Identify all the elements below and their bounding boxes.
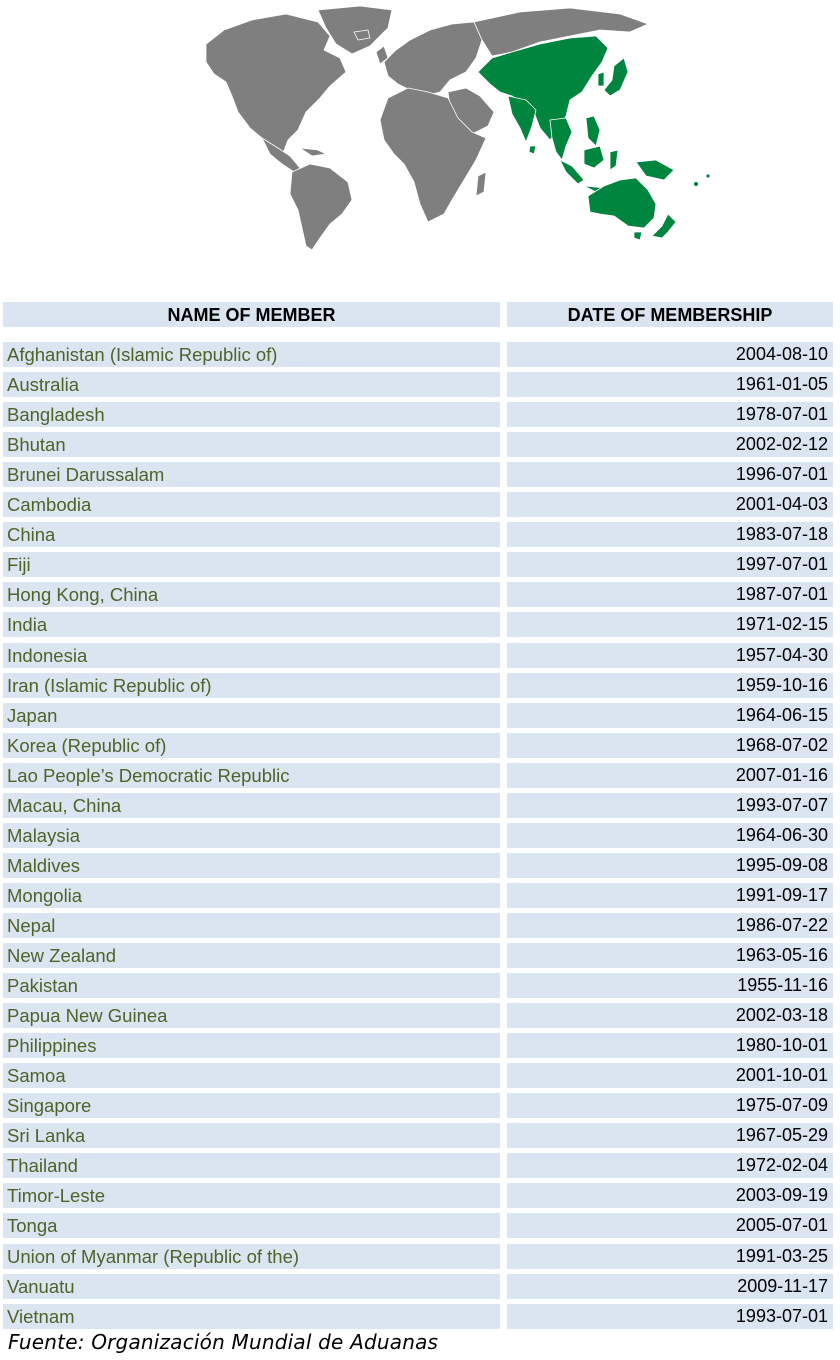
member-name: Singapore xyxy=(3,1093,500,1118)
table-row xyxy=(0,973,840,998)
member-name: New Zealand xyxy=(3,943,500,968)
madagascar-shape xyxy=(476,172,486,196)
member-name: Sri Lanka xyxy=(3,1123,500,1148)
membership-date: 1993-07-01 xyxy=(507,1304,833,1329)
table-row xyxy=(0,823,840,848)
member-name: Bhutan xyxy=(3,432,500,457)
table-header xyxy=(0,302,840,327)
membership-date: 1993-07-07 xyxy=(507,793,833,818)
member-name: Brunei Darussalam xyxy=(3,462,500,487)
membership-date: 2009-11-17 xyxy=(507,1274,833,1299)
table-row xyxy=(0,1123,840,1148)
member-name: China xyxy=(3,522,500,547)
table-row xyxy=(0,913,840,938)
table-row xyxy=(0,793,840,818)
membership-date: 1963-05-16 xyxy=(507,943,833,968)
member-name: Japan xyxy=(3,703,500,728)
member-name: Union of Myanmar (Republic of the) xyxy=(3,1244,500,1269)
borneo-shape xyxy=(584,146,604,168)
membership-date: 1959-10-16 xyxy=(507,673,833,698)
japan-shape xyxy=(604,58,628,96)
membership-date: 1961-01-05 xyxy=(507,372,833,397)
membership-date: 1991-09-17 xyxy=(507,883,833,908)
member-name: Indonesia xyxy=(3,643,500,668)
table-row xyxy=(0,1153,840,1178)
table-row xyxy=(0,522,840,547)
australia-shape xyxy=(588,178,656,228)
member-name: Cambodia xyxy=(3,492,500,517)
member-name: Vietnam xyxy=(3,1304,500,1329)
membership-date: 2002-02-12 xyxy=(507,432,833,457)
table-row xyxy=(0,1274,840,1299)
member-name: Samoa xyxy=(3,1063,500,1088)
header-date-of-membership: DATE OF MEMBERSHIP xyxy=(507,302,833,327)
se-asia-shape xyxy=(550,118,572,160)
membership-date: 1978-07-01 xyxy=(507,402,833,427)
table-row xyxy=(0,1244,840,1269)
table-row xyxy=(0,883,840,908)
table-row xyxy=(0,673,840,698)
table-row xyxy=(0,402,840,427)
member-name: Pakistan xyxy=(3,973,500,998)
table-row xyxy=(0,492,840,517)
europe-shape xyxy=(384,22,482,96)
fiji-shape xyxy=(694,182,699,187)
membership-date: 1968-07-02 xyxy=(507,733,833,758)
membership-date: 2002-03-18 xyxy=(507,1003,833,1028)
membership-date: 1972-02-04 xyxy=(507,1153,833,1178)
member-name: Afghanistan (Islamic Republic of) xyxy=(3,342,500,367)
membership-date: 2007-01-16 xyxy=(507,763,833,788)
membership-date: 2003-09-19 xyxy=(507,1183,833,1208)
samoa-shape xyxy=(706,174,710,178)
membership-date: 1987-07-01 xyxy=(507,582,833,607)
membership-date: 2001-04-03 xyxy=(507,492,833,517)
table-row xyxy=(0,462,840,487)
membership-date: 1975-07-09 xyxy=(507,1093,833,1118)
member-name: Malaysia xyxy=(3,823,500,848)
member-name: Hong Kong, China xyxy=(3,582,500,607)
table-row xyxy=(0,372,840,397)
membership-date: 2004-08-10 xyxy=(507,342,833,367)
table-row xyxy=(0,1063,840,1088)
sri-lanka-shape xyxy=(529,146,536,154)
table-row xyxy=(0,582,840,607)
world-map xyxy=(0,0,840,292)
membership-date: 2001-10-01 xyxy=(507,1063,833,1088)
map-highlight xyxy=(478,36,710,240)
header-name-of-member: NAME OF MEMBER xyxy=(3,302,500,327)
member-name: Macau, China xyxy=(3,793,500,818)
member-name: Papua New Guinea xyxy=(3,1003,500,1028)
table-row xyxy=(0,1304,840,1329)
table-row xyxy=(0,612,840,637)
member-name: Vanuatu xyxy=(3,1274,500,1299)
membership-date: 2005-07-01 xyxy=(507,1213,833,1238)
sulawesi-shape xyxy=(610,150,618,170)
member-name: Tonga xyxy=(3,1213,500,1238)
membership-date: 1964-06-30 xyxy=(507,823,833,848)
member-name: Mongolia xyxy=(3,883,500,908)
membership-date: 1964-06-15 xyxy=(507,703,833,728)
caribbean-shape xyxy=(300,148,326,156)
membership-date: 1986-07-22 xyxy=(507,913,833,938)
table-row xyxy=(0,1213,840,1238)
south-america-shape xyxy=(290,164,352,250)
table-row xyxy=(0,733,840,758)
new-zealand-shape xyxy=(652,214,676,238)
member-name: Bangladesh xyxy=(3,402,500,427)
member-name: Iran (Islamic Republic of) xyxy=(3,673,500,698)
member-name: India xyxy=(3,612,500,637)
membership-date: 1997-07-01 xyxy=(507,552,833,577)
table-row xyxy=(0,1033,840,1058)
table-row xyxy=(0,1003,840,1028)
membership-date: 1995-09-08 xyxy=(507,853,833,878)
table-row xyxy=(0,1183,840,1208)
membership-date: 1971-02-15 xyxy=(507,612,833,637)
membership-date: 1980-10-01 xyxy=(507,1033,833,1058)
korea-shape xyxy=(598,72,604,86)
table-row xyxy=(0,943,840,968)
member-name: Korea (Republic of) xyxy=(3,733,500,758)
table-row xyxy=(0,763,840,788)
membership-date: 1991-03-25 xyxy=(507,1244,833,1269)
member-name: Timor-Leste xyxy=(3,1183,500,1208)
png-shape xyxy=(636,160,674,180)
table-row xyxy=(0,1093,840,1118)
member-name: Fiji xyxy=(3,552,500,577)
tasmania-shape xyxy=(634,232,642,240)
membership-date: 1955-11-16 xyxy=(507,973,833,998)
membership-date: 1957-04-30 xyxy=(507,643,833,668)
greenland-shape xyxy=(318,6,392,54)
membership-date: 1983-07-18 xyxy=(507,522,833,547)
table-row xyxy=(0,703,840,728)
source-note: Fuente: Organización Mundial de Aduanas xyxy=(8,1330,439,1354)
member-name: Australia xyxy=(3,372,500,397)
table-row xyxy=(0,342,840,367)
member-name: Lao People’s Democratic Republic xyxy=(3,763,500,788)
philippines-shape xyxy=(586,116,600,146)
table-row xyxy=(0,853,840,878)
table-row xyxy=(0,643,840,668)
membership-date: 1967-05-29 xyxy=(507,1123,833,1148)
north-america-shape xyxy=(206,14,346,156)
table-row xyxy=(0,552,840,577)
member-name: Thailand xyxy=(3,1153,500,1178)
table-row xyxy=(0,432,840,457)
sumatra-shape xyxy=(560,160,584,184)
member-name: Philippines xyxy=(3,1033,500,1058)
membership-date: 1996-07-01 xyxy=(507,462,833,487)
member-name: Nepal xyxy=(3,913,500,938)
member-name: Maldives xyxy=(3,853,500,878)
